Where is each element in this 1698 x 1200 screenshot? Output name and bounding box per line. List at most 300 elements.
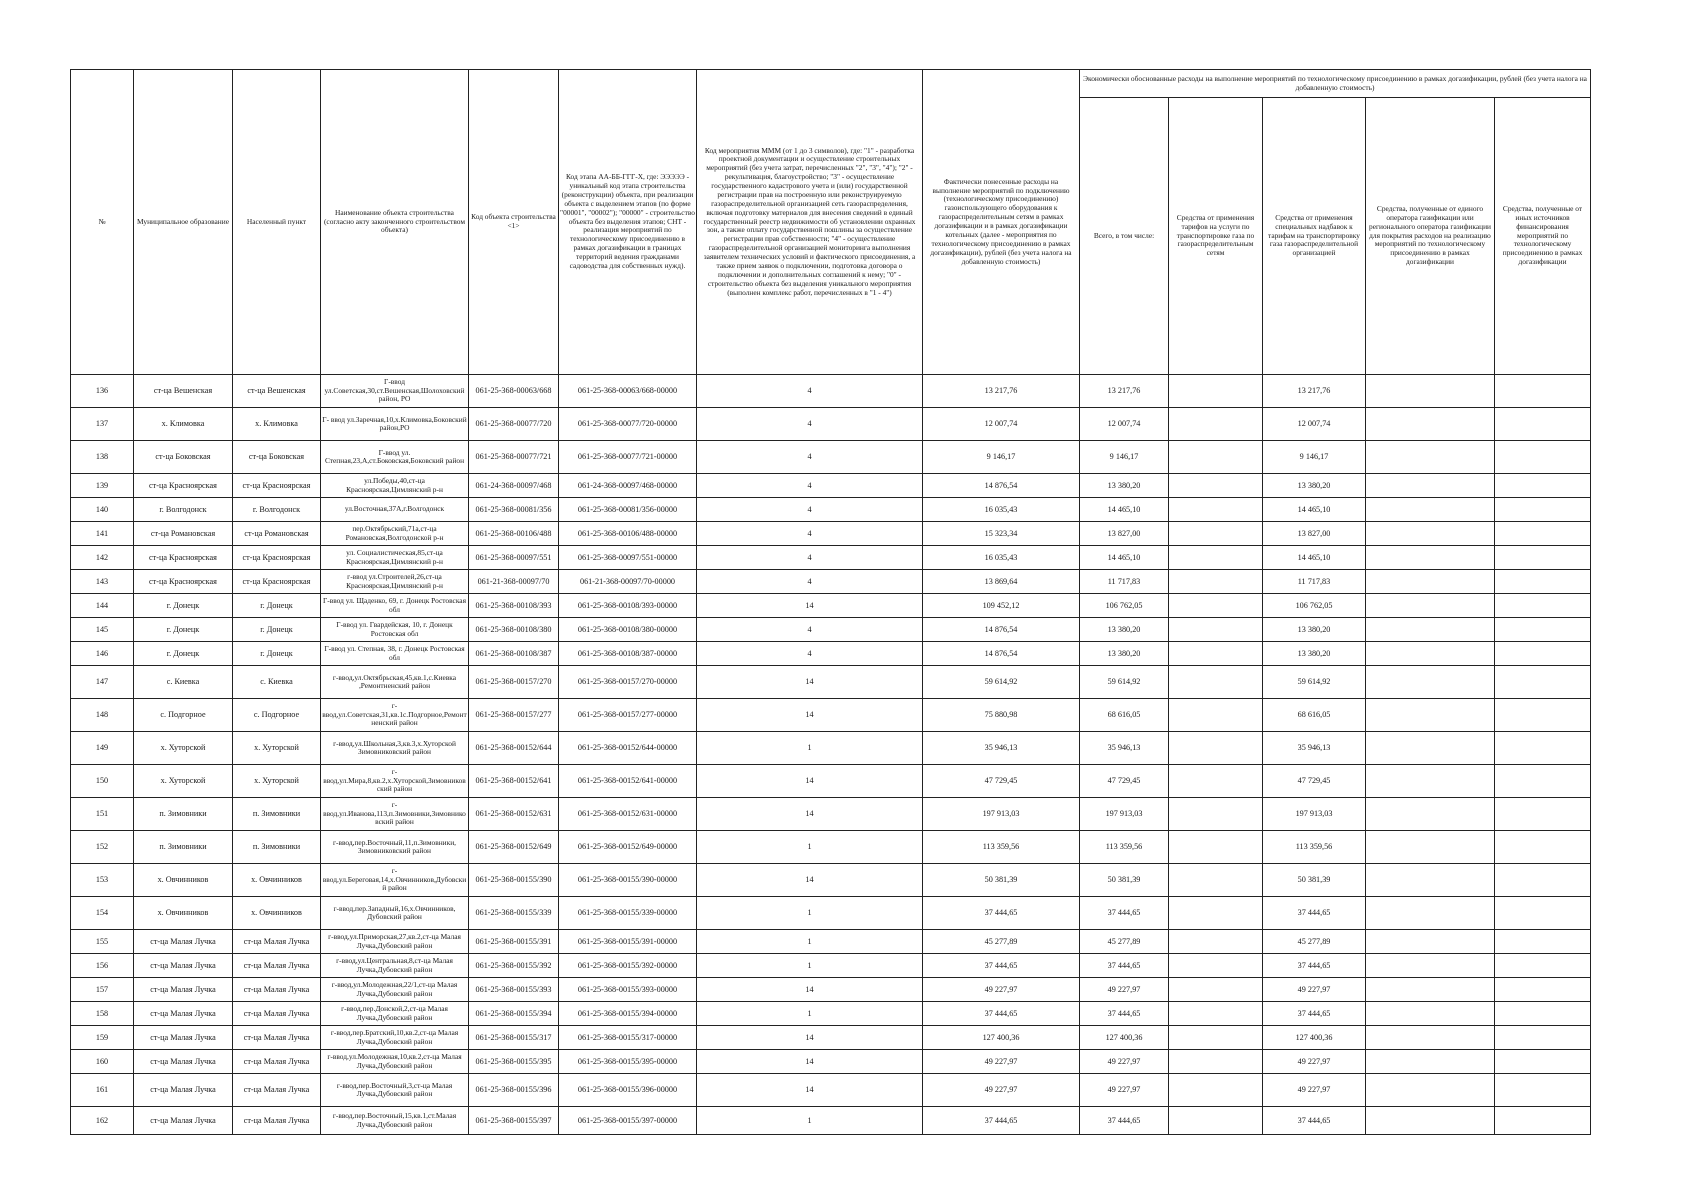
cell-object-name: г-ввод,пер.Восточный,3,ст-ца Малая Лучка,Дубовский район	[321, 1074, 469, 1107]
cell-municipality: ст-ца Романовская	[134, 522, 233, 546]
cell-surcharges: 35 946,13	[1263, 732, 1366, 765]
cell-object-name: г-ввод,пер.Братский,10,кв.2,ст-ца Малая Лучка,Дубовский район	[321, 1026, 469, 1050]
cell-locality: ст-ца Красноярская	[233, 546, 321, 570]
cell-locality: х. Овчинников	[233, 897, 321, 930]
table-row	[71, 798, 1591, 831]
cell-municipality: ст-ца Красноярская	[134, 546, 233, 570]
cell-surcharges: 13 380,20	[1263, 474, 1366, 498]
cell-object-name: Г-ввод ул.Советская,30,ст.Вешенская,Шолоховский район, РО	[321, 375, 469, 408]
table-row	[71, 474, 1591, 498]
cell-object-name: г-ввод,ул.Молодежная,10,кв.2,ст-ца Малая Лучка,Дубовский район	[321, 1050, 469, 1074]
cell-no: 144	[71, 594, 134, 618]
cell-municipality: с. Киевка	[134, 666, 233, 699]
cell-actual-costs: 45 277,89	[923, 930, 1080, 954]
cell-actual-costs: 50 381,39	[923, 864, 1080, 897]
cell-operator	[1366, 618, 1495, 642]
cell-other	[1495, 930, 1591, 954]
cell-surcharges: 37 444,65	[1263, 954, 1366, 978]
cell-total: 13 380,20	[1080, 474, 1169, 498]
cell-total: 37 444,65	[1080, 954, 1169, 978]
cell-municipality: ст-ца Малая Лучка	[134, 930, 233, 954]
cell-other	[1495, 765, 1591, 798]
cell-locality: с. Киевка	[233, 666, 321, 699]
cell-stage-code: 061-25-368-00108/393-00000	[559, 594, 697, 618]
costs-table	[70, 69, 1591, 1135]
cell-tariffs	[1169, 732, 1263, 765]
cell-tariffs	[1169, 978, 1263, 1002]
cell-tariffs	[1169, 798, 1263, 831]
cell-tariffs	[1169, 642, 1263, 666]
cell-no: 138	[71, 441, 134, 474]
cell-stage-code: 061-25-368-00155/393-00000	[559, 978, 697, 1002]
table-row	[71, 594, 1591, 618]
cell-no: 160	[71, 1050, 134, 1074]
table-row	[71, 618, 1591, 642]
cell-actual-costs: 47 729,45	[923, 765, 1080, 798]
cell-surcharges: 68 616,05	[1263, 699, 1366, 732]
cell-surcharges: 37 444,65	[1263, 1002, 1366, 1026]
table-row	[71, 978, 1591, 1002]
cell-stage-code: 061-25-368-00155/339-00000	[559, 897, 697, 930]
table-row	[71, 732, 1591, 765]
cell-surcharges: 11 717,83	[1263, 570, 1366, 594]
cell-tariffs	[1169, 1026, 1263, 1050]
header-surcharges: Средства от применения специальных надбавок к тарифам на транспортировку газа газораспределительной организацией	[1263, 98, 1366, 375]
cell-municipality: х. Хуторской	[134, 765, 233, 798]
cell-operator	[1366, 408, 1495, 441]
cell-municipality: х. Овчинников	[134, 864, 233, 897]
cell-event-code: 1	[697, 897, 923, 930]
cell-no: 153	[71, 864, 134, 897]
cell-operator	[1366, 441, 1495, 474]
table-row	[71, 408, 1591, 441]
cell-total: 13 380,20	[1080, 642, 1169, 666]
cell-surcharges: 12 007,74	[1263, 408, 1366, 441]
cell-locality: х. Климовка	[233, 408, 321, 441]
cell-municipality: ст-ца Малая Лучка	[134, 1050, 233, 1074]
cell-stage-code: 061-24-368-00097/468-00000	[559, 474, 697, 498]
cell-locality: ст-ца Боковская	[233, 441, 321, 474]
header-municipality: Муниципальное образование	[134, 70, 233, 375]
cell-total: 37 444,65	[1080, 1002, 1169, 1026]
table-row	[71, 441, 1591, 474]
header-operator: Средства, полученные от единого оператора газификации или регионального оператора газификации для покрытия расходов на реализацию мероприятий по технологическому присоединению в рамках догазификации	[1366, 98, 1495, 375]
cell-object-name: г-ввод,пер.Восточный,15,кв.1,ст.Малая Лучка,Дубовский район	[321, 1107, 469, 1135]
cell-stage-code: 061-25-368-00155/396-00000	[559, 1074, 697, 1107]
cell-other	[1495, 498, 1591, 522]
cell-stage-code: 061-25-368-00081/356-00000	[559, 498, 697, 522]
cell-total: 9 146,17	[1080, 441, 1169, 474]
cell-other	[1495, 864, 1591, 897]
cell-total: 106 762,05	[1080, 594, 1169, 618]
cell-event-code: 14	[697, 798, 923, 831]
cell-event-code: 1	[697, 930, 923, 954]
cell-object-name: ул.Восточная,37А,г.Волгодонск	[321, 498, 469, 522]
cell-total: 47 729,45	[1080, 765, 1169, 798]
cell-total: 11 717,83	[1080, 570, 1169, 594]
cell-event-code: 1	[697, 1002, 923, 1026]
cell-total: 13 217,76	[1080, 375, 1169, 408]
cell-stage-code: 061-25-368-00155/390-00000	[559, 864, 697, 897]
cell-total: 113 359,56	[1080, 831, 1169, 864]
cell-total: 59 614,92	[1080, 666, 1169, 699]
cell-operator	[1366, 474, 1495, 498]
cell-tariffs	[1169, 1050, 1263, 1074]
cell-no: 152	[71, 831, 134, 864]
cell-no: 149	[71, 732, 134, 765]
cell-no: 156	[71, 954, 134, 978]
cell-surcharges: 37 444,65	[1263, 1107, 1366, 1135]
cell-object-name: Г-ввод ул. Степная,23,А,ст.Боковская,Боковский район	[321, 441, 469, 474]
cell-object-name: ул. Социалистическая,85,ст-ца Красноярская,Цимлянский р-н	[321, 546, 469, 570]
cell-object-name: г-ввод,ул.Молодежная,22/1,ст-ца Малая Лучка,Дубовский район	[321, 978, 469, 1002]
cell-event-code: 14	[697, 864, 923, 897]
cell-event-code: 4	[697, 546, 923, 570]
cell-object-name: г-ввод,ул.Мира,8,кв.2,х.Хуторской,Зимовниковский район	[321, 765, 469, 798]
cell-stage-code: 061-25-368-00108/387-00000	[559, 642, 697, 666]
cell-event-code: 14	[697, 978, 923, 1002]
cell-event-code: 1	[697, 954, 923, 978]
cell-municipality: ст-ца Боковская	[134, 441, 233, 474]
cell-stage-code: 061-25-368-00157/277-00000	[559, 699, 697, 732]
cell-municipality: ст-ца Малая Лучка	[134, 1107, 233, 1135]
table-row	[71, 699, 1591, 732]
cell-tariffs	[1169, 474, 1263, 498]
cell-object-code: 061-25-368-00106/488	[469, 522, 559, 546]
cell-object-name: г-ввод,пер.Донской,2,ст-ца Малая Лучка,Дубовский район	[321, 1002, 469, 1026]
cell-actual-costs: 59 614,92	[923, 666, 1080, 699]
cell-no: 158	[71, 1002, 134, 1026]
cell-event-code: 14	[697, 666, 923, 699]
cell-actual-costs: 12 007,74	[923, 408, 1080, 441]
cell-tariffs	[1169, 831, 1263, 864]
cell-other	[1495, 732, 1591, 765]
cell-actual-costs: 75 880,98	[923, 699, 1080, 732]
cell-object-name: Г-ввод ул. Степная, 38, г. Донецк Ростовская обл	[321, 642, 469, 666]
cell-actual-costs: 49 227,97	[923, 978, 1080, 1002]
cell-municipality: ст-ца Вешенская	[134, 375, 233, 408]
cell-total: 14 465,10	[1080, 546, 1169, 570]
cell-no: 155	[71, 930, 134, 954]
cell-no: 141	[71, 522, 134, 546]
table-row	[71, 831, 1591, 864]
cell-actual-costs: 16 035,43	[923, 546, 1080, 570]
cell-no: 157	[71, 978, 134, 1002]
cell-locality: п. Зимовники	[233, 798, 321, 831]
cell-actual-costs: 14 876,54	[923, 474, 1080, 498]
cell-actual-costs: 37 444,65	[923, 897, 1080, 930]
cell-operator	[1366, 546, 1495, 570]
table-header	[71, 70, 1591, 375]
cell-event-code: 4	[697, 570, 923, 594]
cell-no: 136	[71, 375, 134, 408]
cell-total: 49 227,97	[1080, 1074, 1169, 1107]
cell-object-code: 061-25-368-00155/396	[469, 1074, 559, 1107]
cell-operator	[1366, 1002, 1495, 1026]
cell-municipality: ст-ца Малая Лучка	[134, 954, 233, 978]
cell-object-name: г-ввод,пер.Восточный,11,п.Зимовники, Зимовниковский район	[321, 831, 469, 864]
cell-surcharges: 47 729,45	[1263, 765, 1366, 798]
cell-no: 145	[71, 618, 134, 642]
cell-object-code: 061-21-368-00097/70	[469, 570, 559, 594]
cell-tariffs	[1169, 570, 1263, 594]
cell-tariffs	[1169, 897, 1263, 930]
cell-municipality: п. Зимовники	[134, 831, 233, 864]
cell-stage-code: 061-25-368-00077/720-00000	[559, 408, 697, 441]
cell-surcharges: 127 400,36	[1263, 1026, 1366, 1050]
cell-surcharges: 113 359,56	[1263, 831, 1366, 864]
cell-total: 49 227,97	[1080, 1050, 1169, 1074]
cell-locality: п. Зимовники	[233, 831, 321, 864]
cell-object-code: 061-25-368-00155/391	[469, 930, 559, 954]
cell-event-code: 4	[697, 408, 923, 441]
cell-object-name: Г-ввод ул. Щаденко, 69, г. Донецк Ростовская обл	[321, 594, 469, 618]
cell-locality: ст-ца Малая Лучка	[233, 1002, 321, 1026]
cell-object-code: 061-25-368-00108/380	[469, 618, 559, 642]
cell-stage-code: 061-25-368-00155/394-00000	[559, 1002, 697, 1026]
table-row	[71, 1050, 1591, 1074]
cell-tariffs	[1169, 618, 1263, 642]
cell-object-code: 061-25-368-00155/394	[469, 1002, 559, 1026]
cell-operator	[1366, 978, 1495, 1002]
cell-stage-code: 061-25-368-00152/641-00000	[559, 765, 697, 798]
cell-object-code: 061-25-368-00077/720	[469, 408, 559, 441]
cell-locality: х. Овчинников	[233, 864, 321, 897]
header-actual-costs: Фактически понесенные расходы на выполнение мероприятий по подключению (технологическому присоединению) газоиспользующего оборудования к газораспределительным сетям в рамках догазификации и в рамках догазификации котельных (далее - мероприятия по технологическому присоединению в рамках догазификации), рублей (без учета налога на добавленную стоимость)	[923, 70, 1080, 375]
cell-locality: г. Донецк	[233, 618, 321, 642]
cell-no: 151	[71, 798, 134, 831]
header-no: №	[71, 70, 134, 375]
cell-operator	[1366, 831, 1495, 864]
cell-tariffs	[1169, 375, 1263, 408]
cell-stage-code: 061-21-368-00097/70-00000	[559, 570, 697, 594]
cell-object-name: г-ввод,пер.Западный,16,х.Овчинников, Дубовский район	[321, 897, 469, 930]
cell-no: 161	[71, 1074, 134, 1107]
cell-surcharges: 37 444,65	[1263, 897, 1366, 930]
cell-locality: х. Хуторской	[233, 732, 321, 765]
cell-stage-code: 061-25-368-00155/395-00000	[559, 1050, 697, 1074]
cell-total: 68 616,05	[1080, 699, 1169, 732]
header-other: Средства, полученные от иных источников финансирования мероприятий по технологическому присоединению в рамках догазификации	[1495, 98, 1591, 375]
cell-tariffs	[1169, 666, 1263, 699]
cell-tariffs	[1169, 954, 1263, 978]
table-row	[71, 930, 1591, 954]
cell-actual-costs: 16 035,43	[923, 498, 1080, 522]
cell-object-code: 061-25-368-00077/721	[469, 441, 559, 474]
cell-other	[1495, 954, 1591, 978]
cell-operator	[1366, 954, 1495, 978]
cell-total: 127 400,36	[1080, 1026, 1169, 1050]
cell-locality: х. Хуторской	[233, 765, 321, 798]
cell-operator	[1366, 897, 1495, 930]
cell-other	[1495, 666, 1591, 699]
cell-no: 147	[71, 666, 134, 699]
cell-object-code: 061-25-368-00063/668	[469, 375, 559, 408]
cell-locality: ст-ца Малая Лучка	[233, 978, 321, 1002]
cell-operator	[1366, 642, 1495, 666]
header-object-code: Код объекта строительства <1>	[469, 70, 559, 375]
table-row	[71, 765, 1591, 798]
cell-tariffs	[1169, 1107, 1263, 1135]
cell-other	[1495, 546, 1591, 570]
header-event-code: Код мероприятия МММ (от 1 до 3 символов), где: "1" - разработка проектной документации и осуществление строительных мероприятий (без учета затрат, перечисленных "2", "3", "4"); "2" - рекультивация, благоустройство; "3" - осуществление государственного кадастрового учета и (или) государственной регистрации прав на построенную или реконструируемую газораспределительной организацией сеть газораспределения, включая подготовку материалов для внесения сведений в единый государственный реестр недвижимости об установлении охранных зон, а также оплату государственной пошлины за осуществление регистрации прав собственности; "4" - осуществление газораспределительной организацией мониторинга выполнения заявителем технических условий и фактического присоединения, а также прием заявок о подключении, подготовка договора о подключении и дополнительных соглашений к нему; "0" - строительство объекта без выделения уникального мероприятия (выполнен комплекс работ, перечисленных в "1 - 4")	[697, 70, 923, 375]
cell-other	[1495, 1074, 1591, 1107]
header-stage-code: Код этапа АА-ББ-ГГГ-Х, где: ЭЭЭЭЭ - уникальный код этапа строительства (реконструкции) объекта, при реализации объекта с выделением этапов (по форме "00001", "00002"); "00000" - строительство объекта без выделения этапов; СНТ - реализация мероприятий по технологическому присоединению в рамках догазификации в границах территорий ведения гражданами садоводства для собственных нужд).	[559, 70, 697, 375]
table-row	[71, 897, 1591, 930]
cell-no: 154	[71, 897, 134, 930]
cell-object-code: 061-25-368-00108/387	[469, 642, 559, 666]
table-row	[71, 570, 1591, 594]
table-row	[71, 864, 1591, 897]
cell-event-code: 1	[697, 732, 923, 765]
cell-actual-costs: 109 452,12	[923, 594, 1080, 618]
cell-operator	[1366, 765, 1495, 798]
cell-surcharges: 9 146,17	[1263, 441, 1366, 474]
cell-object-code: 061-25-368-00155/393	[469, 978, 559, 1002]
cell-no: 140	[71, 498, 134, 522]
cell-object-name: г-ввод,ул.Иванова,113,п.Зимовники,Зимовниковский район	[321, 798, 469, 831]
cell-tariffs	[1169, 498, 1263, 522]
cell-municipality: п. Зимовники	[134, 798, 233, 831]
cell-object-name: г-ввод,ул.Береговая,14,х.Овчинников,Дубовский район	[321, 864, 469, 897]
cell-no: 142	[71, 546, 134, 570]
cell-no: 146	[71, 642, 134, 666]
cell-locality: ст-ца Малая Лучка	[233, 1107, 321, 1135]
cell-no: 139	[71, 474, 134, 498]
cell-operator	[1366, 594, 1495, 618]
cell-operator	[1366, 732, 1495, 765]
cell-municipality: ст-ца Малая Лучка	[134, 1074, 233, 1107]
cell-stage-code: 061-25-368-00097/551-00000	[559, 546, 697, 570]
cell-object-name: пер.Октябрьский,71а,ст-ца Романовская,Волгодонской р-н	[321, 522, 469, 546]
cell-other	[1495, 594, 1591, 618]
cell-surcharges: 45 277,89	[1263, 930, 1366, 954]
cell-event-code: 4	[697, 441, 923, 474]
cell-event-code: 14	[697, 1026, 923, 1050]
cell-object-code: 061-25-368-00097/551	[469, 546, 559, 570]
table-row	[71, 642, 1591, 666]
cell-municipality: г. Донецк	[134, 642, 233, 666]
table-row	[71, 546, 1591, 570]
cell-total: 13 827,00	[1080, 522, 1169, 546]
cell-object-code: 061-25-368-00155/390	[469, 864, 559, 897]
cell-stage-code: 061-25-368-00063/668-00000	[559, 375, 697, 408]
cell-event-code: 14	[697, 1074, 923, 1107]
cell-operator	[1366, 498, 1495, 522]
cell-object-code: 061-25-368-00157/270	[469, 666, 559, 699]
table-row	[71, 1026, 1591, 1050]
cell-object-code: 061-25-368-00155/392	[469, 954, 559, 978]
cell-tariffs	[1169, 522, 1263, 546]
cell-surcharges: 13 827,00	[1263, 522, 1366, 546]
cell-other	[1495, 699, 1591, 732]
cell-other	[1495, 408, 1591, 441]
cell-municipality: г. Волгодонск	[134, 498, 233, 522]
cell-actual-costs: 197 913,03	[923, 798, 1080, 831]
cell-stage-code: 061-25-368-00108/380-00000	[559, 618, 697, 642]
cell-event-code: 4	[697, 375, 923, 408]
cell-municipality: х. Климовка	[134, 408, 233, 441]
cell-actual-costs: 14 876,54	[923, 618, 1080, 642]
cell-no: 150	[71, 765, 134, 798]
cell-municipality: ст-ца Малая Лучка	[134, 1002, 233, 1026]
cell-object-code: 061-25-368-00155/339	[469, 897, 559, 930]
cell-municipality: х. Овчинников	[134, 897, 233, 930]
table-row	[71, 522, 1591, 546]
cell-event-code: 1	[697, 1107, 923, 1135]
cell-object-code: 061-25-368-00155/317	[469, 1026, 559, 1050]
table-row	[71, 666, 1591, 699]
cell-operator	[1366, 570, 1495, 594]
cell-total: 37 444,65	[1080, 1107, 1169, 1135]
cell-stage-code: 061-25-368-00155/397-00000	[559, 1107, 697, 1135]
cell-actual-costs: 35 946,13	[923, 732, 1080, 765]
cell-object-name: г-ввод,ул.Советская,31,кв.1с.Подгорное,Ремонтненский район	[321, 699, 469, 732]
cell-event-code: 4	[697, 618, 923, 642]
cell-event-code: 14	[697, 1050, 923, 1074]
cell-stage-code: 061-25-368-00106/488-00000	[559, 522, 697, 546]
cell-event-code: 4	[697, 522, 923, 546]
cell-other	[1495, 570, 1591, 594]
cell-actual-costs: 13 217,76	[923, 375, 1080, 408]
cell-other	[1495, 375, 1591, 408]
cell-surcharges: 13 217,76	[1263, 375, 1366, 408]
cell-municipality: ст-ца Красноярская	[134, 474, 233, 498]
cell-other	[1495, 897, 1591, 930]
cell-object-code: 061-25-368-00081/356	[469, 498, 559, 522]
cell-actual-costs: 127 400,36	[923, 1026, 1080, 1050]
cell-operator	[1366, 1074, 1495, 1107]
cell-event-code: 1	[697, 831, 923, 864]
cell-tariffs	[1169, 864, 1263, 897]
cell-locality: г. Донецк	[233, 594, 321, 618]
cell-municipality: ст-ца Красноярская	[134, 570, 233, 594]
cell-object-code: 061-25-368-00152/641	[469, 765, 559, 798]
cell-locality: ст-ца Малая Лучка	[233, 1074, 321, 1107]
cell-object-name: ул.Победы,40,ст-ца Красноярская,Цимлянский р-н	[321, 474, 469, 498]
cell-event-code: 14	[697, 765, 923, 798]
table-row	[71, 954, 1591, 978]
cell-object-code: 061-25-368-00152/649	[469, 831, 559, 864]
cell-operator	[1366, 375, 1495, 408]
cell-actual-costs: 13 869,64	[923, 570, 1080, 594]
cell-municipality: ст-ца Малая Лучка	[134, 1026, 233, 1050]
cell-actual-costs: 9 146,17	[923, 441, 1080, 474]
cell-municipality: г. Донецк	[134, 618, 233, 642]
cell-tariffs	[1169, 594, 1263, 618]
cell-tariffs	[1169, 1074, 1263, 1107]
cell-stage-code: 061-25-368-00152/631-00000	[559, 798, 697, 831]
cell-total: 197 913,03	[1080, 798, 1169, 831]
cell-surcharges: 14 465,10	[1263, 498, 1366, 522]
cell-stage-code: 061-25-368-00157/270-00000	[559, 666, 697, 699]
cell-surcharges: 13 380,20	[1263, 618, 1366, 642]
cell-other	[1495, 1002, 1591, 1026]
cell-operator	[1366, 1107, 1495, 1135]
cell-other	[1495, 1107, 1591, 1135]
cell-event-code: 4	[697, 498, 923, 522]
cell-other	[1495, 474, 1591, 498]
header-total: Всего, в том числе:	[1080, 98, 1169, 375]
cell-operator	[1366, 930, 1495, 954]
cell-surcharges: 49 227,97	[1263, 1050, 1366, 1074]
cell-total: 12 007,74	[1080, 408, 1169, 441]
header-group-economic-costs: Экономически обоснованные расходы на выполнение мероприятий по технологическому присоединению в рамках догазификации, рублей (без учета налога на добавленную стоимость)	[1080, 70, 1591, 98]
cell-operator	[1366, 864, 1495, 897]
cell-actual-costs: 37 444,65	[923, 1107, 1080, 1135]
cell-locality: ст-ца Малая Лучка	[233, 930, 321, 954]
cell-event-code: 4	[697, 642, 923, 666]
